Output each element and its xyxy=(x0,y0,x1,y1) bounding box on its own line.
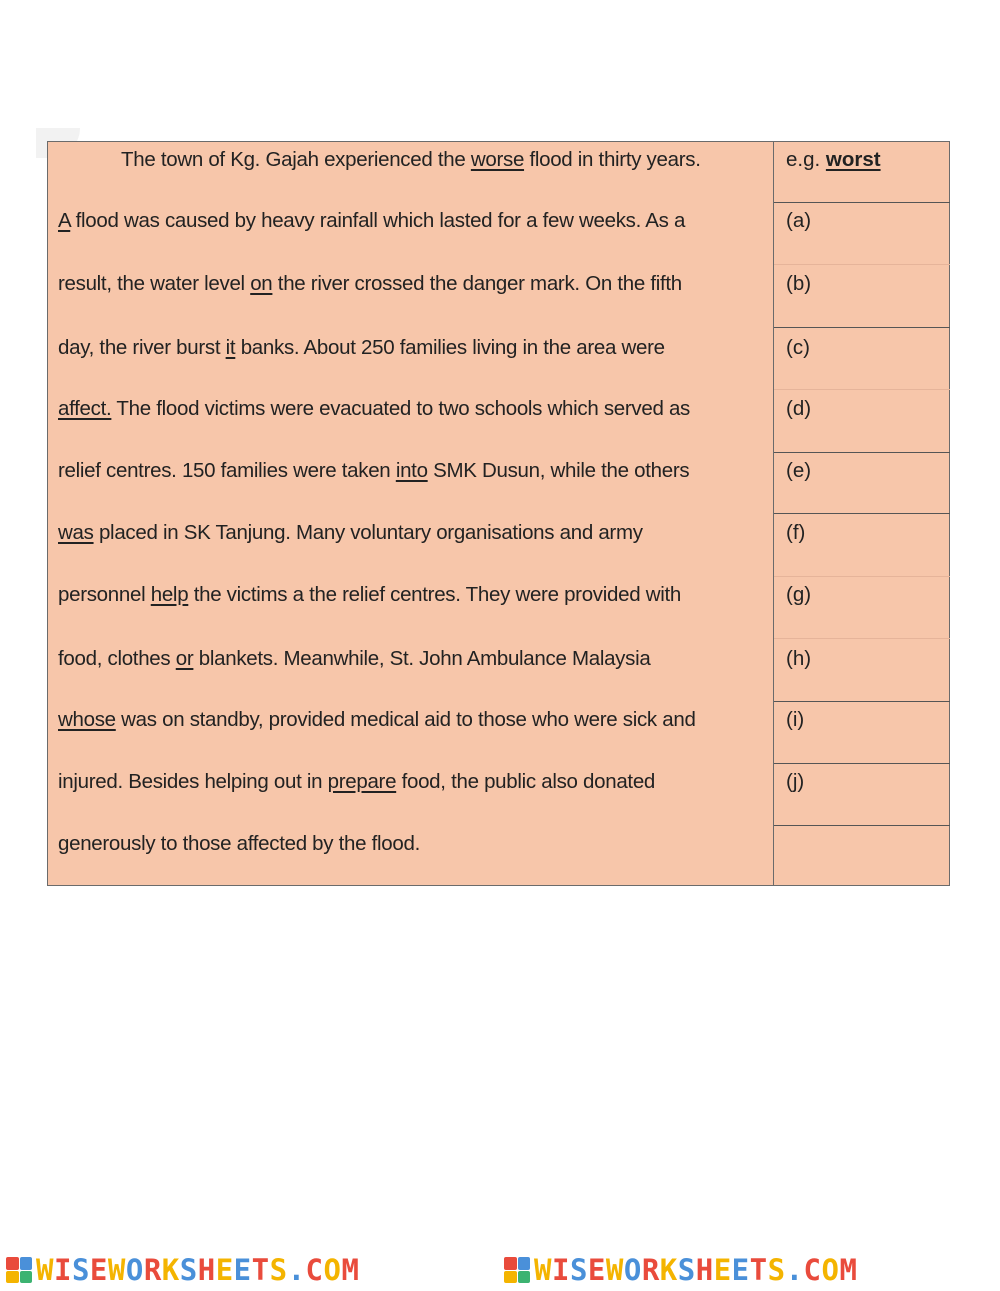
passage-text: flood in thirty years. xyxy=(524,148,701,171)
answer-row-divider xyxy=(774,202,950,203)
answer-row-divider xyxy=(774,576,950,577)
passage-line xyxy=(58,708,696,732)
passage-line xyxy=(58,583,681,607)
example-answer: e.g. worst xyxy=(786,148,881,171)
error-word: or xyxy=(175,647,194,670)
answer-row-divider xyxy=(774,327,950,328)
passage-line xyxy=(58,272,682,296)
passage-text: day, the river burst xyxy=(58,336,226,359)
passage-text: the victims a the relief centres. They were provided with xyxy=(188,583,681,606)
watermark-right xyxy=(504,1254,857,1286)
watermark-text: WISEWORKSHEETS.COM xyxy=(534,1253,858,1287)
passage-line xyxy=(58,459,689,483)
answer-row-divider xyxy=(774,389,950,390)
passage-text: injured. Besides helping out in xyxy=(58,770,328,793)
error-word: A xyxy=(58,209,71,232)
passage-text: relief centres. 150 families were taken xyxy=(58,459,396,482)
passage-text: blankets. Meanwhile, St. John Ambulance Malaysia xyxy=(193,647,651,670)
error-word: worse xyxy=(470,148,525,171)
passage-line xyxy=(58,832,420,856)
answer-row-divider xyxy=(774,264,950,265)
passage-line xyxy=(121,148,701,172)
passage-text: food, clothes xyxy=(58,647,176,670)
answer-blank[interactable]: (g) xyxy=(786,583,812,606)
answer-row-divider xyxy=(774,825,950,826)
passage-text: generously to those affected by the flood. xyxy=(58,832,420,855)
passage-line xyxy=(58,770,655,794)
passage-text: food, the public also donated xyxy=(396,770,656,793)
passage-line xyxy=(58,209,685,233)
answer-blank[interactable]: (d) xyxy=(786,397,812,420)
error-word: affect. xyxy=(58,397,112,420)
answer-blank[interactable]: (i) xyxy=(786,708,805,731)
answer-row-divider xyxy=(774,701,950,702)
passage-line xyxy=(58,521,643,545)
error-word: on xyxy=(250,272,273,295)
answer-row-divider xyxy=(774,638,950,639)
answer-row-divider xyxy=(774,452,950,453)
answer-blank[interactable]: (h) xyxy=(786,647,812,670)
passage-text: the river crossed the danger mark. On the fifth xyxy=(272,272,682,295)
passage-text: banks. About 250 families living in the area were xyxy=(235,336,665,359)
passage-text: placed in SK Tanjung. Many voluntary organisations and army xyxy=(93,521,643,544)
watermark-logo-icon xyxy=(6,1257,32,1283)
error-word: into xyxy=(395,459,428,482)
error-word: it xyxy=(225,336,236,359)
watermark-left xyxy=(6,1254,359,1286)
answer-column xyxy=(774,142,950,885)
passage-text: SMK Dusun, while the others xyxy=(427,459,690,482)
example-answer-word: worst xyxy=(825,148,881,171)
passage-text: The town of Kg. Gajah experienced the xyxy=(121,148,471,171)
answer-blank[interactable]: (j) xyxy=(786,770,805,793)
passage-line xyxy=(58,336,665,360)
answer-row-divider xyxy=(774,513,950,514)
passage-text: flood was caused by heavy rainfall which lasted for a few weeks. As a xyxy=(70,209,686,232)
answer-blank[interactable]: (e) xyxy=(786,459,812,482)
passage-line xyxy=(58,647,650,671)
watermark-footer xyxy=(0,1252,1000,1288)
error-word: prepare xyxy=(327,770,397,793)
passage-text: result, the water level xyxy=(58,272,251,295)
passage-line xyxy=(58,397,690,421)
exercise-table xyxy=(47,141,950,886)
answer-blank[interactable]: (f) xyxy=(786,521,806,544)
answer-row-divider xyxy=(774,763,950,764)
passage-text: The flood victims were evacuated to two schools which served as xyxy=(111,397,690,420)
error-word: was xyxy=(58,521,94,544)
answer-blank[interactable]: (b) xyxy=(786,272,812,295)
passage-text: personnel xyxy=(58,583,151,606)
watermark-text: WISEWORKSHEETS.COM xyxy=(36,1253,360,1287)
passage-text: was on standby, provided medical aid to those who were sick and xyxy=(115,708,696,731)
error-word: help xyxy=(150,583,189,606)
answer-blank[interactable]: (a) xyxy=(786,209,812,232)
answer-blank[interactable]: (c) xyxy=(786,336,810,359)
watermark-logo-icon xyxy=(504,1257,530,1283)
error-word: whose xyxy=(58,708,116,731)
